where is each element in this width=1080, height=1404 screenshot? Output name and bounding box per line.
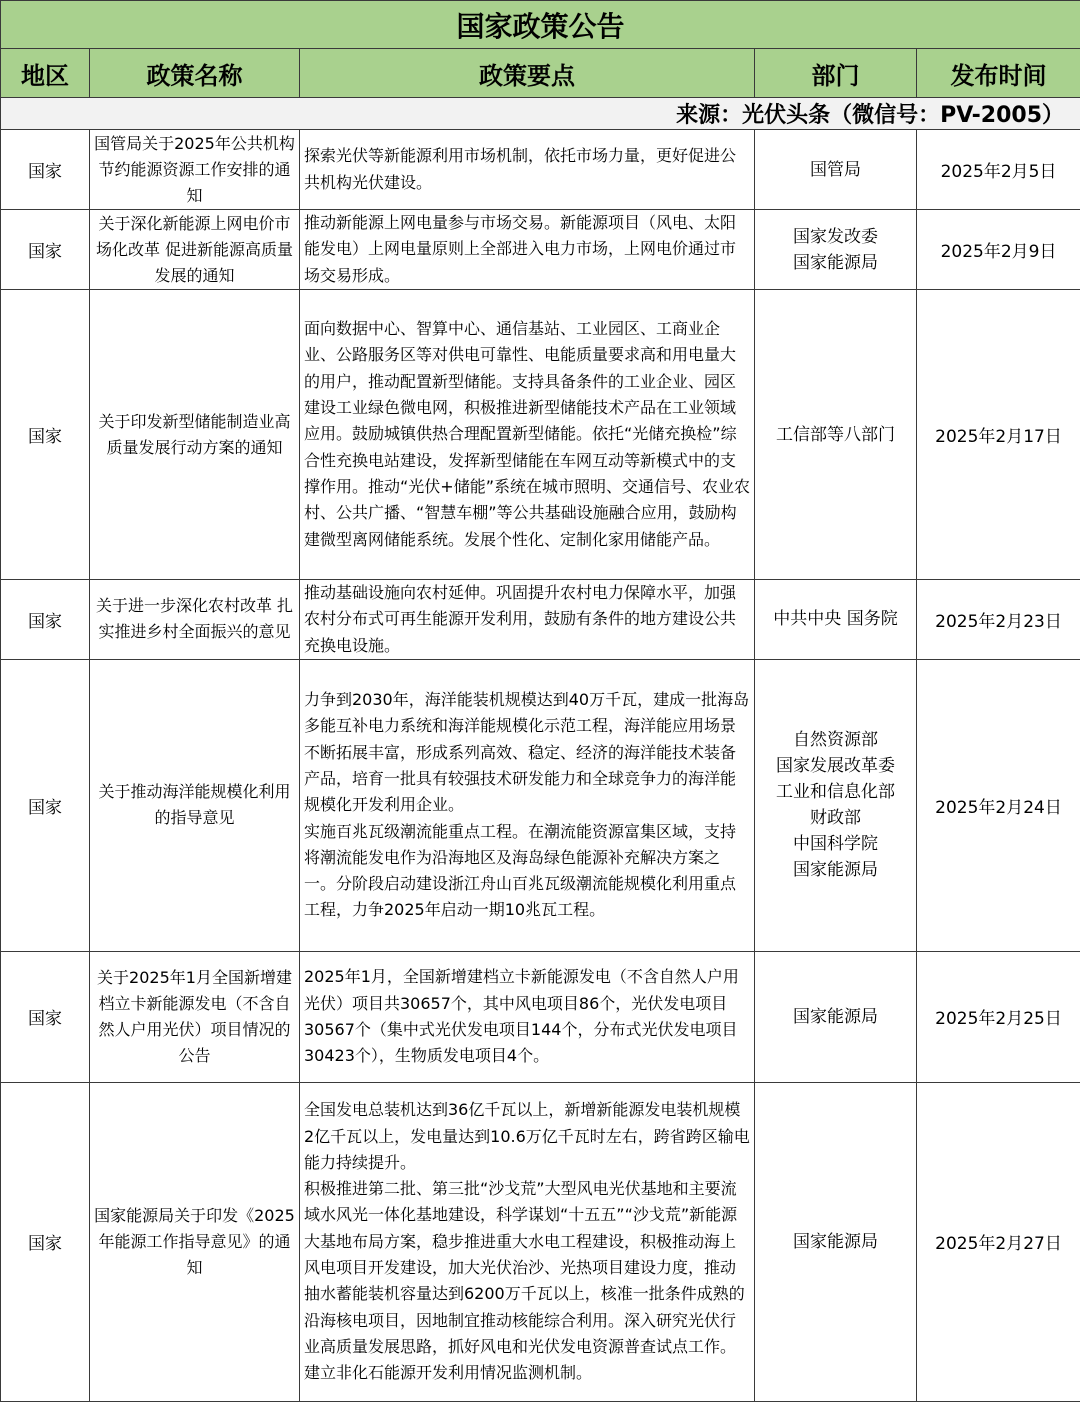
- cell-policy-name: 关于2025年1月全国新增建档立卡新能源发电（不含自然人户用光伏）项目情况的公告: [90, 951, 300, 1082]
- table-row: [1, 290, 1080, 580]
- policy-point-paragraph: 2025年1月，全国新增建档立卡新能源发电（不含自然人户用光伏）项目共30657个，其中风电项目86个，光伏发电项目30567个（集中式光伏发电项目144个，分布式光伏发电项目30423个），生物质发电项目4个。: [304, 967, 739, 1066]
- policy-point-paragraph: 推动基础设施向农村延伸。巩固提升农村电力保障水平，加强农村分布式可再生能源开发利用，鼓励有条件的地方建设公共充换电设施。: [304, 583, 737, 655]
- cell-region: 国家: [1, 290, 90, 580]
- cell-release-date: 2025年2月27日: [917, 1082, 1080, 1401]
- header-release-date: 发布时间: [917, 49, 1080, 98]
- source-note: 来源：光伏头条（微信号：PV-2005）: [1, 98, 1080, 130]
- table-row: [1, 210, 1080, 290]
- cell-release-date: 2025年2月23日: [917, 580, 1080, 660]
- cell-release-date: 2025年2月24日: [917, 659, 1080, 951]
- policy-point-paragraph: 全国发电总装机达到36亿千瓦以上，新增新能源发电装机规模2亿千瓦以上，发电量达到10.6万亿千瓦时左右，跨省跨区输电能力持续提升。: [304, 1100, 750, 1172]
- cell-policy-points: [300, 951, 755, 1082]
- department-name: 国家能源局: [793, 252, 878, 273]
- department-name: 工业和信息化部: [776, 782, 895, 803]
- policy-point-paragraph: 面向数据中心、智算中心、通信基站、工业园区、工商业企业、公路服务区等对供电可靠性、电能质量要求高和用电量大的用户，推动配置新型储能。支持具备条件的工业企业、园区建设工业绿色微电网，积极推进新型储能技术产品在工业领域应用。鼓励城镇供热合理配置新型储能。依托“光储充换检”综合性充换电站建设，发挥新型储能在车网互动等新模式中的支撑作用。推动“光伏+储能”系统在城市照明、交通信号、农业农村、公共广播、“智慧车棚”等公共基础设施融合应用，鼓励构建微型离网储能系统。发展个性化、定制化家用储能产品。: [304, 319, 750, 549]
- cell-policy-name: 关于印发新型储能制造业高质量发展行动方案的通知: [90, 290, 300, 580]
- policy-point-paragraph: 力争到2030年，海洋能装机规模达到40万千瓦，建成一批海岛多能互补电力系统和海洋能规模化示范工程，海洋能应用场景不断拓展丰富，形成系列高效、稳定、经济的海洋能技术装备产品，培育一批具有较强技术研发能力和全球竞争力的海洋能规模化开发利用企业。: [304, 690, 750, 815]
- cell-release-date: 2025年2月9日: [917, 210, 1080, 290]
- cell-policy-name: 国管局关于2025年公共机构节约能源资源工作安排的通知: [90, 130, 300, 210]
- table-title: 国家政策公告: [1, 1, 1080, 49]
- department-name: 国家能源局: [793, 1231, 878, 1252]
- department-name: 国家发展改革委: [776, 756, 895, 777]
- cell-region: 国家: [1, 210, 90, 290]
- cell-department: [755, 210, 917, 290]
- policy-point-paragraph: 实施百兆瓦级潮流能重点工程。在潮流能资源富集区域，支持将潮流能发电作为沿海地区及海岛绿色能源补充解决方案之一。分阶段启动建设浙江舟山百兆瓦级潮流能规模化利用重点工程，力争2025年启动一期10兆瓦工程。: [304, 821, 737, 920]
- header-region: 地区: [1, 49, 90, 98]
- table-row: [1, 1082, 1080, 1401]
- department-name: 国管局: [810, 159, 861, 180]
- table-row: [1, 130, 1080, 210]
- table-body: [1, 130, 1080, 1402]
- policy-point-paragraph: 积极推进第二批、第三批“沙戈荒”大型风电光伏基地和主要流域水风光一体化基地建设，科学谋划“十五五”“沙戈荒”新能源大基地布局方案，稳步推进重大水电工程建设，积极推动海上风电项目开发建设，加大光伏治沙、光热项目建设力度，推动抽水蓄能装机容量达到6200万千瓦以上，核准一批条件成熟的沿海核电项目，因地制宜推动核能综合利用。深入研究光伏行业高质量发展思路，抓好风电和光伏发电资源普查试点工作。建立非化石能源开发利用情况监测机制。: [304, 1179, 745, 1383]
- cell-policy-points: [300, 210, 755, 290]
- policy-point-paragraph: 推动新能源上网电量参与市场交易。新能源项目（风电、太阳能发电）上网电量原则上全部进入电力市场，上网电价通过市场交易形成。: [304, 213, 737, 285]
- cell-policy-points: [300, 290, 755, 580]
- department-name: 财政部: [810, 808, 861, 829]
- cell-policy-points: [300, 130, 755, 210]
- cell-region: 国家: [1, 659, 90, 951]
- department-name: 中国科学院: [793, 834, 878, 855]
- cell-region: 国家: [1, 1082, 90, 1401]
- header-policy-points: 政策要点: [300, 49, 755, 98]
- cell-department: [755, 290, 917, 580]
- cell-department: [755, 659, 917, 951]
- cell-release-date: 2025年2月5日: [917, 130, 1080, 210]
- department-name: 中共中央 国务院: [773, 609, 898, 630]
- department-name: 国家能源局: [793, 1006, 878, 1027]
- cell-policy-name: 国家能源局关于印发《2025年能源工作指导意见》的通知: [90, 1082, 300, 1401]
- cell-region: 国家: [1, 951, 90, 1082]
- cell-policy-name: 关于深化新能源上网电价市场化改革 促进新能源高质量发展的通知: [90, 210, 300, 290]
- cell-department: [755, 1082, 917, 1401]
- cell-department: [755, 130, 917, 210]
- cell-release-date: 2025年2月17日: [917, 290, 1080, 580]
- cell-policy-points: [300, 659, 755, 951]
- table-row: [1, 580, 1080, 660]
- policy-point-paragraph: 探索光伏等新能源利用市场机制，依托市场力量，更好促进公共机构光伏建设。: [304, 146, 737, 192]
- cell-policy-name: 关于推动海洋能规模化利用的指导意见: [90, 659, 300, 951]
- cell-policy-points: [300, 1082, 755, 1401]
- cell-region: 国家: [1, 130, 90, 210]
- cell-region: 国家: [1, 580, 90, 660]
- department-name: 国家能源局: [793, 860, 878, 881]
- cell-policy-points: [300, 580, 755, 660]
- header-department: 部门: [755, 49, 917, 98]
- cell-department: [755, 580, 917, 660]
- table-row: [1, 659, 1080, 951]
- table-row: [1, 951, 1080, 1082]
- cell-policy-name: 关于进一步深化农村改革 扎实推进乡村全面振兴的意见: [90, 580, 300, 660]
- department-name: 自然资源部: [793, 730, 878, 751]
- cell-department: [755, 951, 917, 1082]
- department-name: 国家发改委: [793, 226, 878, 247]
- cell-release-date: 2025年2月25日: [917, 951, 1080, 1082]
- header-policy-name: 政策名称: [90, 49, 300, 98]
- department-name: 工信部等八部门: [776, 424, 895, 445]
